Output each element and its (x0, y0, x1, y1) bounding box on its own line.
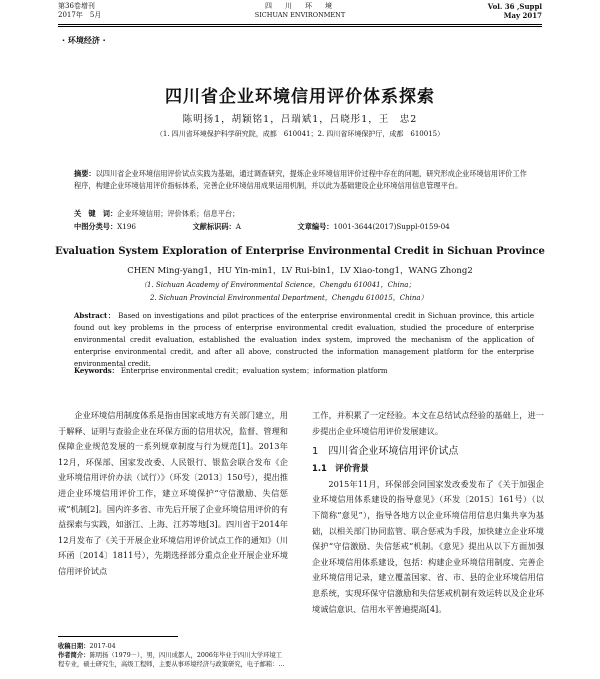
affiliation-en-1: （1. Sichuan Academy of Environmental Science，Chengdu 610041，China； (140, 281, 416, 289)
author-bio: 陈明扬（1979－），男，四川成都人，2006年毕业于四川大学环境工程专业，硕士研究生，高级工程师，主要从事环境经济与政策研究，电子邮箱：... (58, 652, 285, 668)
body-right-paragraph: 2015年11月，环保部会同国家发改委发布了《关于加强企业环境信用体系建设的指导意见》（环发〔2015〕161号）（以下简称“意见”），指导各地方以企业环境信用信息归集共享为基础，以相关部门协同监管、联合惩戒为手段，加快建立企业环境保护“守信激励、失信惩戒”机制。《意见》提出从以下方面加强企业环境信用体系建设，包括：构建企业环境信用制度、完善企业环境信用记录，建立覆盖国家、省、市、县的企业环境信用信息系统，实现环保守信激励和失信惩戒机制有效运转以及企业环境诚信意识、信用水平普遍提高[4]。 (312, 478, 544, 614)
doc-code-value: A (235, 222, 241, 231)
keywords-cn-label: 关 键 词： (74, 209, 118, 218)
keywords-en-text: Enterprise environmental credit；evaluation system；information platform (120, 367, 388, 375)
keywords-en-label: Keywords： (74, 366, 119, 375)
abstract-cn (74, 168, 534, 192)
body-right-column (312, 408, 544, 617)
body-left-column: 企业环境信用制度体系是指由国家或地方有关部门建立，用于解释、证明与查验企业在环保方面的信用状况，监督、管理和保障企业规范发展的一系列规章制度与行为规范[1]。2013年12月，环保部、国家发改委、人民银行、银监会联合发布《企业环境信用评价办法（试行）》（环发〔2013〕150号），提出推进企业环境信用评价工作，建立环境保护“守信激励、失信惩戒”机制[2]。国内许多省、市先后开展了企业环境信用评价的有益探索与实践，如浙江、上海、江苏等地[3]。四川省于2014年12月发布了《关于开展企业环境信用评价试点工作的通知》（川环函〔2014〕1811号），先期选择部分重点企业开展企业环境信用评价试点 (58, 410, 288, 576)
classification-line (74, 221, 554, 233)
affiliation-cn: （1. 四川省环境保护科学研究院，成都 610041；2. 四川省环境保护厅，成都 610015） (155, 130, 445, 138)
title-en: Evaluation System Exploration of Enterprise Environmental Credit in Sichuan Province (55, 246, 545, 257)
page-title: 四川省企业环境信用评价体系探索 (165, 87, 435, 107)
column-label: · 环境经济 · (62, 36, 106, 45)
header-journal-en: SICHUAN ENVIRONMENT (254, 11, 346, 19)
abstract-en-text: Based on investigations and pilot practices of the enterprise environmental credit in Sichuan province, this article found out key problems in the process of enterprise environmental credit evaluation, studied the procedure of enterprise environmental credit evaluation, established the evaluation index system, improved the mechanism of the application of enterprise environmental credit, and after all above, constructed the information management platform for the enterprise environmental credit. (74, 312, 534, 368)
keywords-en (74, 366, 534, 376)
affiliation-en-2: 2. Sichuan Provincial Environmental Department，Chengdu 610015，China） (150, 294, 428, 302)
header-volume-cn: 第36卷增刊 (58, 2, 95, 10)
keywords-cn-text: 企业环境信用；评价体系；信息平台； (117, 209, 240, 218)
abstract-cn-text: 以四川省企业环境信用评价试点实践为基础，通过调查研究，提炼企业环境信用评价过程中存在的问题，研究形成企业环境信用评价工作程序，构建企业环境信用评价指标体系，完善企业环境信用成果运用机制，并以此为基础建设企业环境信用信息管理平台。 (74, 169, 527, 190)
header-volume-en: Vol. 36 ,Suppl (487, 2, 542, 11)
clc-value: X196 (117, 222, 136, 231)
body-right-intro: 工作，并积累了一定经验。本文在总结试点经验的基础上，进一步提出企业环境信用评价发展建议。 (312, 410, 544, 436)
author-bio-label: 作者简介： (58, 652, 90, 659)
running-header (0, 0, 600, 26)
footnote (58, 642, 288, 669)
abstract-en (74, 310, 534, 370)
footnote-rule (58, 636, 178, 637)
abstract-en-label: Abstract： (74, 311, 116, 320)
header-rule (58, 24, 542, 25)
article-no-value: 1001-3644(2017)Suppl-0159-04 (333, 222, 450, 231)
footnote-received (58, 642, 288, 651)
article-no-label: 文章编号： (297, 222, 334, 231)
header-journal-cn: 四 川 环 境 (265, 2, 335, 10)
authors-en: CHEN Ming-yang1，HU Yin-min1，LV Rui-bin1，LV Xiao-tong1，WANG Zhong2 (127, 266, 473, 276)
received-date: 2017-04 (89, 643, 116, 650)
header-date-cn: 2017年 5月 (58, 11, 102, 19)
header-right (488, 2, 542, 20)
header-rule-thin (58, 26, 542, 27)
doc-code-label: 文献标识码： (192, 222, 236, 231)
clc-label: 中图分类号： (74, 222, 118, 231)
abstract-cn-label: 摘要： (74, 169, 96, 178)
received-label: 收稿日期： (58, 643, 90, 650)
footnote-author (58, 651, 288, 669)
section-heading-1-1: 1.1 评价背景 (312, 463, 369, 474)
keywords-cn (74, 208, 534, 220)
section-heading-1: 1 四川省企业环境信用评价试点 (312, 446, 459, 458)
authors-cn: 陈明扬1，胡颖铭1，吕瑞斌1，吕晓彤1，王 忠2 (182, 114, 418, 125)
header-date-en: May 2017 (503, 11, 542, 20)
